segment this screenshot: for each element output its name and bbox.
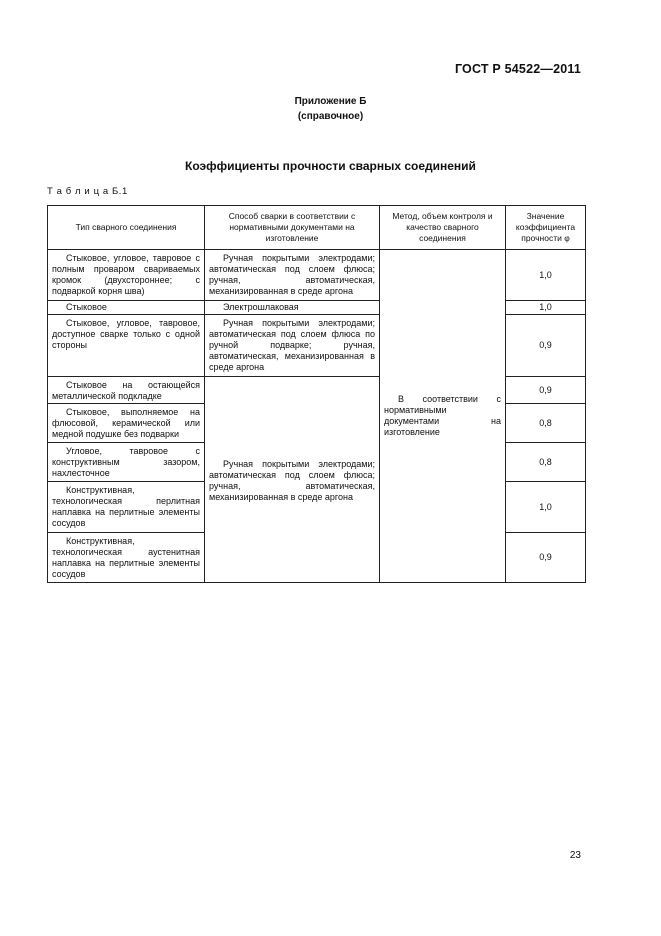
coefficient-cell: 1,0 [506,250,586,301]
table-row [48,377,586,404]
coefficient-cell: 0,8 [506,404,586,443]
joint-type-cell: Угловое, тавровое с конструктивным зазором, нахлесточное [48,443,205,482]
joint-type-cell: Стыковое, угловое, тавровое с полным проваром свариваемых кромок (двухстороннее; с подваркой корня шва) [48,250,205,301]
welding-method-cell: Ручная покрытыми электродами; автоматическая под слоем флюса; ручная, автоматическая, механизированная в среде аргона [205,250,380,301]
coefficient-cell: 1,0 [506,301,586,315]
appendix-title: Приложение Б [294,96,367,107]
header-joint-type: Тип сварного соединения [48,206,205,250]
section-title: Коэффициенты прочности сварных соединений [185,159,476,173]
welding-method-cell: Ручная покрытыми электродами; автоматическая под слоем флюса по ручной подварке; ручная, автоматическая, механизированная в среде аргона [205,315,380,377]
coefficient-cell: 0,9 [506,533,586,583]
joint-type-cell: Стыковое, выполняемое на флюсовой, керамической или медной подушке без подварки [48,404,205,443]
standard-number: ГОСТ Р 54522—2011 [454,62,581,76]
appendix-subtitle: (справочное) [297,111,364,122]
header-welding-method: Способ сварки в соответствии с нормативными документами на изготовление [205,206,380,250]
coefficient-cell: 0,8 [506,443,586,482]
header-coefficient: Значение коэффициента прочности φ [506,206,586,250]
joint-type-cell: Стыковое, угловое, тавровое, доступное сварке только с одной стороны [48,315,205,377]
table-header-row [48,206,586,250]
control-method-cell: В соответствии с нормативными документами на изготовление [380,250,506,583]
coefficient-cell: 0,9 [506,377,586,404]
joint-type-cell: Стыковое [48,301,205,315]
joint-type-cell: Конструктивная, технологическая перлитная наплавка на перлитные элементы сосудов [48,482,205,533]
table-row [48,315,586,377]
coefficient-cell: 0,9 [506,315,586,377]
header-control-method: Метод, объем контроля и качество сварного соединения [380,206,506,250]
table-row [48,250,586,301]
welding-method-cell: Ручная покрытыми электродами; автоматическая под слоем флюса; ручная, автоматическая, механизированная в среде аргона [205,377,380,583]
joint-type-cell: Конструктивная, технологическая аустенитная наплавка на перлитные элементы сосудов [48,533,205,583]
table-row [48,301,586,315]
table-label: Т а б л и ц а Б.1 [47,186,128,197]
coefficient-cell: 1,0 [506,482,586,533]
welding-method-cell: Электрошлаковая [205,301,380,315]
page-number: 23 [569,850,581,861]
joint-type-cell: Стыковое на остающейся металлической подкладке [48,377,205,404]
strength-coefficients-table [47,205,586,583]
